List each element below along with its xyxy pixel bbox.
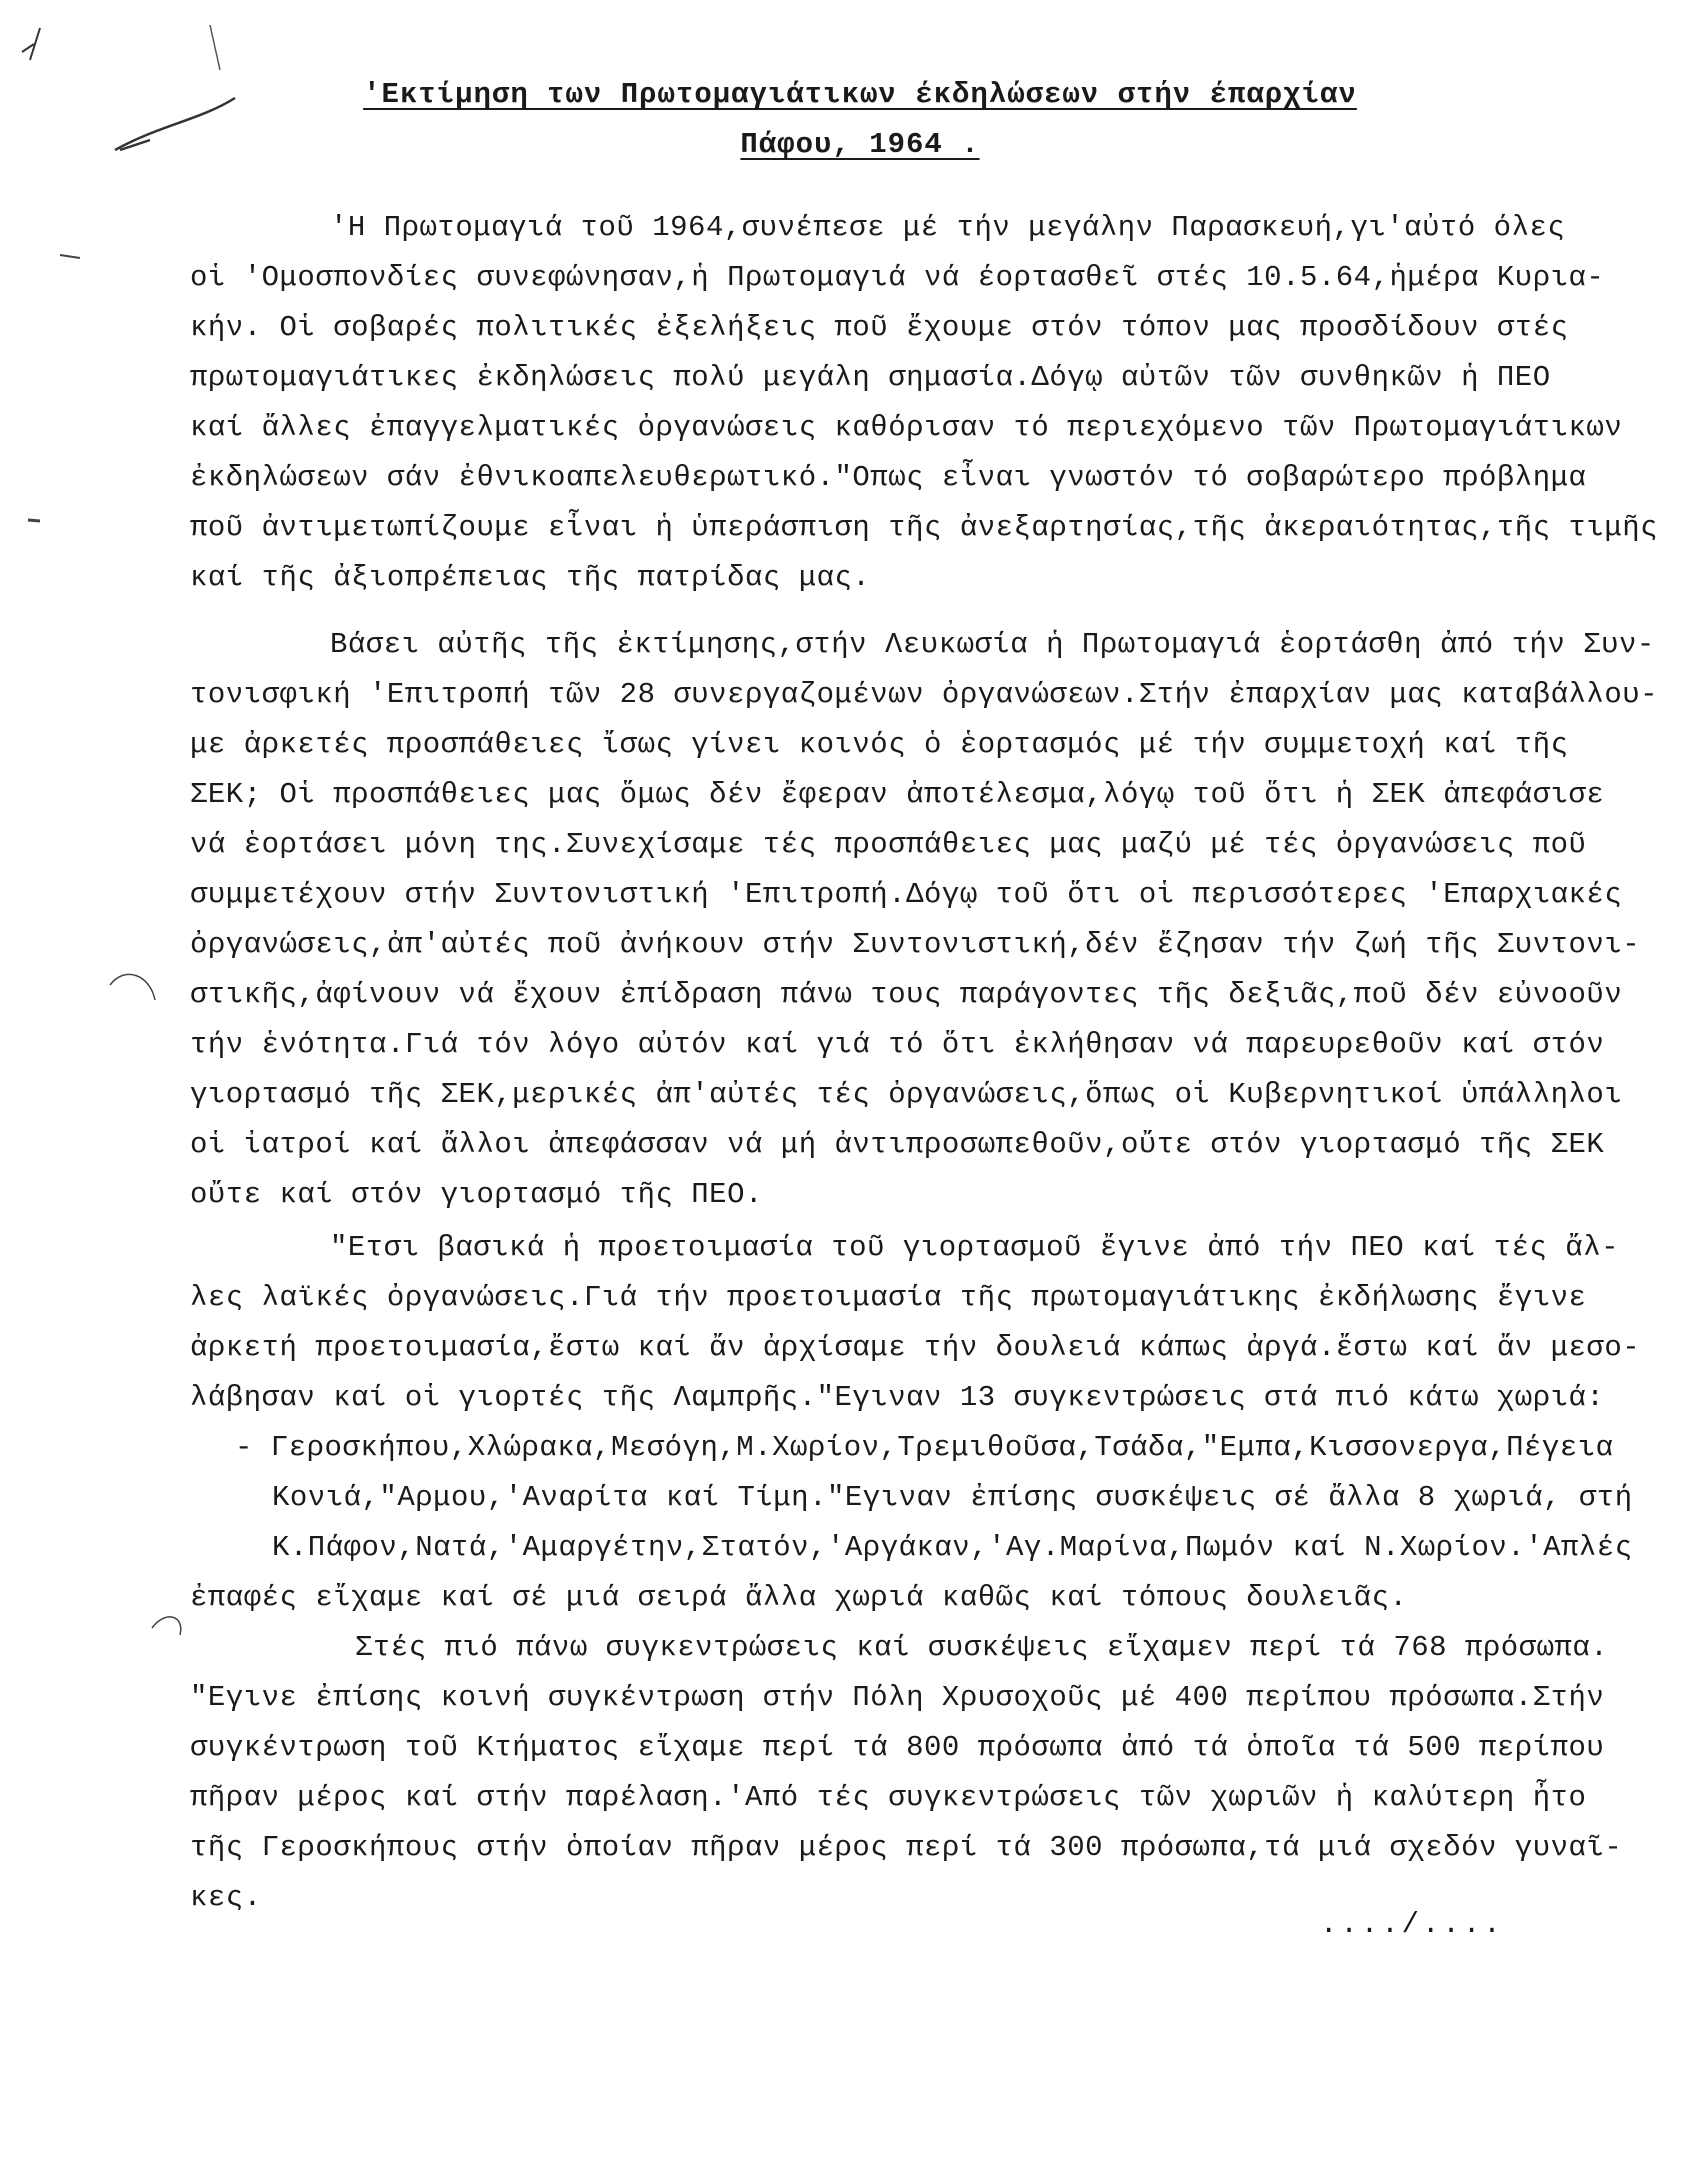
continuation-mark: ..../.... — [1320, 1908, 1504, 1941]
text-line: Στές πιό πάνω συγκεντρώσεις καί συσκέψεις εἴχαμεν περί τά 768 πρόσωπα. — [355, 1631, 1609, 1664]
document-title: 'Εκτίμηση των Πρωτομαγιάτικων έκδηλώσεων στήν έπαρχίαν — [363, 78, 1357, 111]
text-line: πρωτομαγιάτικες ἐκδηλώσεις πολύ μεγάλη σημασία.Δόγῳ αὐτῶν τῶν συνθηκῶν ἡ ΠΕΟ — [190, 361, 1551, 394]
paragraph-1 — [190, 203, 1680, 603]
text-line: οὔτε καί στόν γιορτασμό τῆς ΠΕΟ. — [190, 1178, 763, 1211]
text-line: συγκέντρωση τοῦ Κτήματος εἴχαμε περί τά 800 πρόσωπα ἀπό τά ὁποῖα τά 500 περίπου — [190, 1731, 1605, 1764]
text-line: στικῆς,ἀφίνουν νά ἔχουν ἐπίδραση πάνω τους παράγοντες τῆς δεξιᾶς,ποῦ δέν εὐνοοῦν — [190, 978, 1623, 1011]
text-line: γιορτασμό τῆς ΣΕΚ,μερικές ἀπ'αὐτές τές ὀργανώσεις,ὅπως οἱ Κυβερνητικοί ὑπάλληλοι — [190, 1078, 1623, 1111]
text-line: πῆραν μέρος καί στήν παρέλαση.'Από τές συγκεντρώσεις τῶν χωριῶν ἡ καλύτερη ἦτο — [190, 1781, 1587, 1814]
text-line: Κ.Πάφον,Νατά,'Αμαργέτην,Στατόν,'Αργάκαν,'Αγ.Μαρίνα,Πωμόν καί Ν.Χωρίον.'Απλές — [272, 1531, 1633, 1564]
paragraph-2 — [190, 620, 1680, 1220]
text-line: με ἀρκετές προσπάθειες ἴσως γίνει κοινός ὁ ἑορτασμός μέ τήν συμμετοχή καί τῆς — [190, 728, 1569, 761]
text-line: ὀργανώσεις,ἀπ'αὐτές ποῦ ἀνήκουν στήν Συντονιστική,δέν ἔζησαν τήν ζωή τῆς Συντονι- — [190, 928, 1641, 961]
text-line: τῆς Γεροσκήπους στήν ὁποίαν πῆραν μέρος περί τά 300 πρόσωπα,τά μιά σχεδόν γυναῖ- — [190, 1831, 1623, 1864]
text-line: 'Η Πρωτομαγιά τοῦ 1964,συνέπεσε μέ τήν μεγάλην Παρασκευή,γι'αὐτό όλες — [330, 211, 1566, 244]
text-line: τονισφική 'Επιτροπή τῶν 28 συνεργαζομένων ὀργανώσεων.Στήν ἐπαρχίαν μας καταβάλλου- — [190, 678, 1659, 711]
text-line: Βάσει αὐτῆς τῆς ἐκτίμησης,στήν Λευκωσία ἡ Πρωτομαγιά ἑορτάσθη ἀπό τήν Συν- — [330, 628, 1655, 661]
paragraph-4 — [190, 1623, 1680, 1923]
text-line: ἀρκετή προετοιμασία,ἔστω καί ἄν ἀρχίσαμε τήν δουλειά κάπως ἀργά.ἔστω καί ἄν μεσο- — [190, 1331, 1641, 1364]
text-line: συμμετέχουν στήν Συντονιστική 'Επιτροπή.Δόγῳ τοῦ ὅτι οἱ περισσότερες 'Επαρχιακές — [190, 878, 1623, 911]
text-line: ποῦ ἀντιμετωπίζουμε εἶναι ἡ ὑπεράσπιση τῆς ἀνεξαρτησίας,τῆς ἀκεραιότητας,τῆς τιμῆς — [190, 511, 1659, 544]
text-line: "Ετσι βασικά ἡ προετοιμασία τοῦ γιορτασμοῦ ἔγινε ἀπό τήν ΠΕΟ καί τές ἄλ- — [330, 1231, 1620, 1264]
text-line: κες. — [190, 1881, 262, 1914]
text-line: οἱ ἰατροί καί ἄλλοι ἀπεφάσσαν νά μή ἀντιπροσωπεθοῦν,οὔτε στόν γιορτασμό τῆς ΣΕΚ — [190, 1128, 1605, 1161]
text-line: οἱ 'Ομοσπονδίες συνεφώνησαν,ἡ Πρωτομαγιά νά έορτασθεῖ στές 10.5.64,ἡμέρα Κυρια- — [190, 261, 1605, 294]
document-subtitle: Πάφου, 1964 . — [740, 128, 980, 161]
text-line: - Γεροσκήπου,Χλώρακα,Μεσόγη,Μ.Χωρίον,Τρεμιθοῦσα,Τσάδα,"Εμπα,Κισσονεργα,Πέγεια — [235, 1431, 1614, 1464]
text-line: κήν. Οἱ σοβαρές πολιτικές ἐξελήξεις ποῦ ἔχουμε στόν τόπον μας προσδίδουν στές — [190, 311, 1569, 344]
text-line: λες λαϊκές ὀργανώσεις.Γιά τήν προετοιμασία τῆς πρωτομαγιάτικης ἐκδήλωσης ἔγινε — [190, 1281, 1587, 1314]
text-line: καί ἄλλες ἐπαγγελματικές ὀργανώσεις καθόρισαν τό περιεχόμενο τῶν Πρωτομαγιάτικων — [190, 411, 1623, 444]
text-line: καί τῆς ἀξιοπρέπειας τῆς πατρίδας μας. — [190, 561, 871, 594]
paragraph-3 — [190, 1223, 1680, 1623]
text-line: λάβησαν καί οἱ γιορτές τῆς Λαμπρῆς."Εγιναν 13 συγκεντρώσεις στά πιό κάτω χωριά: — [190, 1381, 1605, 1414]
text-line: νά ἑορτάσει μόνη της.Συνεχίσαμε τές προσπάθειες μας μαζύ μέ τές ὀργανώσεις ποῦ — [190, 828, 1587, 861]
text-line: ΣΕΚ; Οἱ προσπάθειες μας ὅμως δέν ἔφεραν ἀποτέλεσμα,λόγῳ τοῦ ὅτι ἡ ΣΕΚ ἀπεφάσισε — [190, 778, 1605, 811]
text-line: Κονιά,"Αρμου,'Αναρίτα καί Τίμη."Εγιναν ἐπίσης συσκέψεις σέ ἄλλα 8 χωριά, στή — [272, 1481, 1633, 1514]
text-line: ἐκδηλώσεων σάν ἐθνικοαπελευθερωτικό."Οπως εἶναι γνωστόν τό σοβαρώτερο πρόβλημα — [190, 461, 1587, 494]
text-line: ἐπαφές εἴχαμε καί σέ μιά σειρά ἄλλα χωριά καθῶς καί τόπους δουλειᾶς. — [190, 1581, 1408, 1614]
text-line: τήν ἑνότητα.Γιά τόν λόγο αὐτόν καί γιά τό ὅτι ἐκλήθησαν νά παρευρεθοῦν καί στόν — [190, 1028, 1605, 1061]
text-line: "Εγινε ἐπίσης κοινή συγκέντρωση στήν Πόλη Χρυσοχοῦς μέ 400 περίπου πρόσωπα.Στήν — [190, 1681, 1605, 1714]
